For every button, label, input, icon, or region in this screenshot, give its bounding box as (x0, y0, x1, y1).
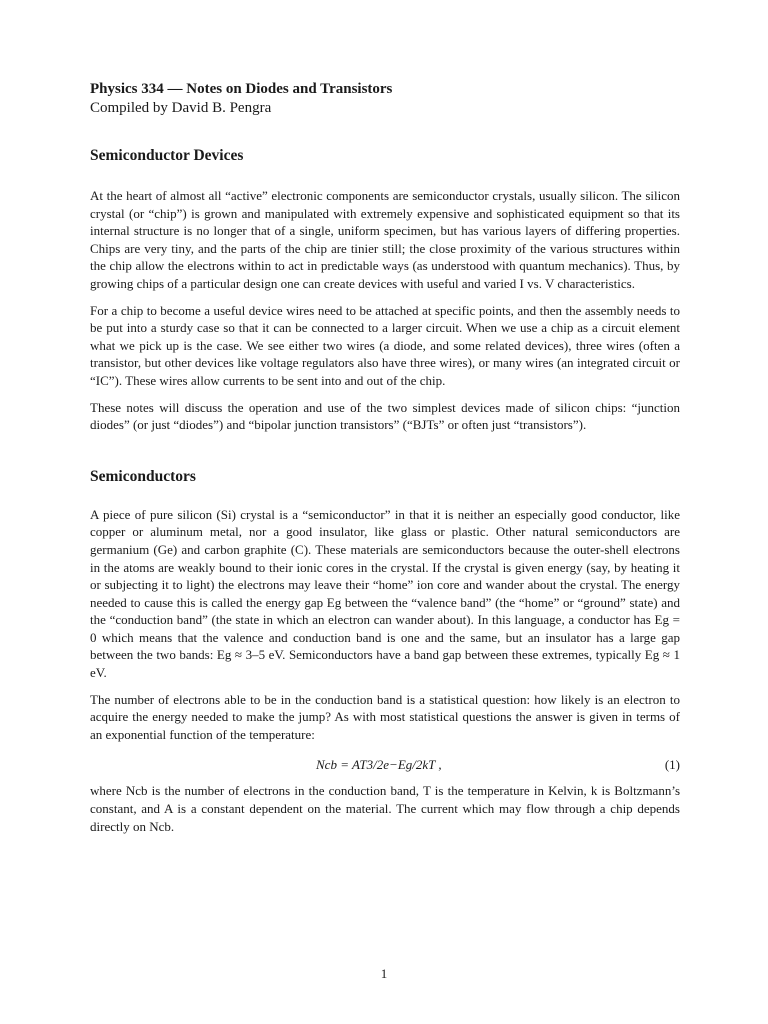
paragraph: A piece of pure silicon (Si) crystal is a “semiconductor” in that it is neither an especially good conductor, like copper or aluminum metal, nor a good insulator, like glass or plastic. Other natural semiconductors are germanium (Ge) and carbon graphite (C). These materials are semiconductors because the outer-shell electrons in the atoms are weakly bound to their ionic cores in the crystal. If the crystal is given energy (say, by heating it or subjecting it to light) the electrons may leave their “home” ion core and wander about the crystal. The energy needed to cause this is called the energy gap Eg between the “valence band” (the “home” or “ground” state) and the “conduction band” (the state in which an electron can wander about). In this language, a conductor has Eg = 0 which means that the valence and conduction band is one and the same, but an insulator has a large gap between the two bands: Eg ≈ 3–5 eV. Semiconductors have a band gap between these extremes, typically Eg ≈ 1 eV. (90, 506, 680, 681)
paragraph: The number of electrons able to be in the conduction band is a statistical question: how likely is an electron to acquire the energy needed to make the jump? As with most statistical questions the answer is given in terms of an exponential function of the temperature: (90, 691, 680, 742)
paragraph: At the heart of almost all “active” electronic components are semiconductor crystals, usually silicon. The silicon crystal (or “chip”) is grown and manipulated with extremely expensive and sophisticated equipment so that its internal structure is no longer that of a single, uniform specimen, but has various layers of differing properties. Chips are very tiny, and the parts of the chip are tinier still; the close proximity of the various structures within the chip allow the electrons within to act in predictable ways (as understood with quantum mechanics). Thus, by growing chips of a particular design one can create devices with useful and varied I vs. V characteristics. (90, 188, 680, 291)
equation-1 (90, 752, 680, 778)
page-number: 1 (380, 966, 388, 981)
paragraph: where Ncb is the number of electrons in the conduction band, T is the temperature in Kelvin, k is Boltzmann’s constant, and A is a constant dependent on the material. The current which may flow through a chip depends directly on Ncb. (90, 783, 680, 834)
page-content (90, 80, 680, 835)
paragraph: For a chip to become a useful device wires need to be attached at specific points, and then the assembly needs to be put into a sturdy case so that it can be connected to a larger circuit. When we use a chip as a circuit element what we pick up is the case. We see either two wires (a diode, and some related devices), three wires (often a transistor, but other devices like voltage regulators also have three wires), or many wires (an integrated circuit or “IC”). These wires allow currents to be sent into and out of the chip. (90, 302, 680, 388)
section-heading-semiconductor-devices: Semiconductor Devices (90, 147, 244, 164)
document-author: Compiled by David B. Pengra (90, 100, 272, 116)
equation-number: (1) (664, 757, 680, 773)
section-heading-semiconductors: Semiconductors (90, 467, 196, 485)
document-title: Physics 334 — Notes on Diodes and Transistors (90, 81, 393, 97)
equation-expression: Ncb = AT3/2e−Eg/2kT , (316, 757, 442, 773)
paragraph: These notes will discuss the operation and use of the two simplest devices made of silicon chips: “junction diodes” (or just “diodes”) and “bipolar junction transistors” (“BJTs” or often just “transistors”). (90, 399, 680, 433)
